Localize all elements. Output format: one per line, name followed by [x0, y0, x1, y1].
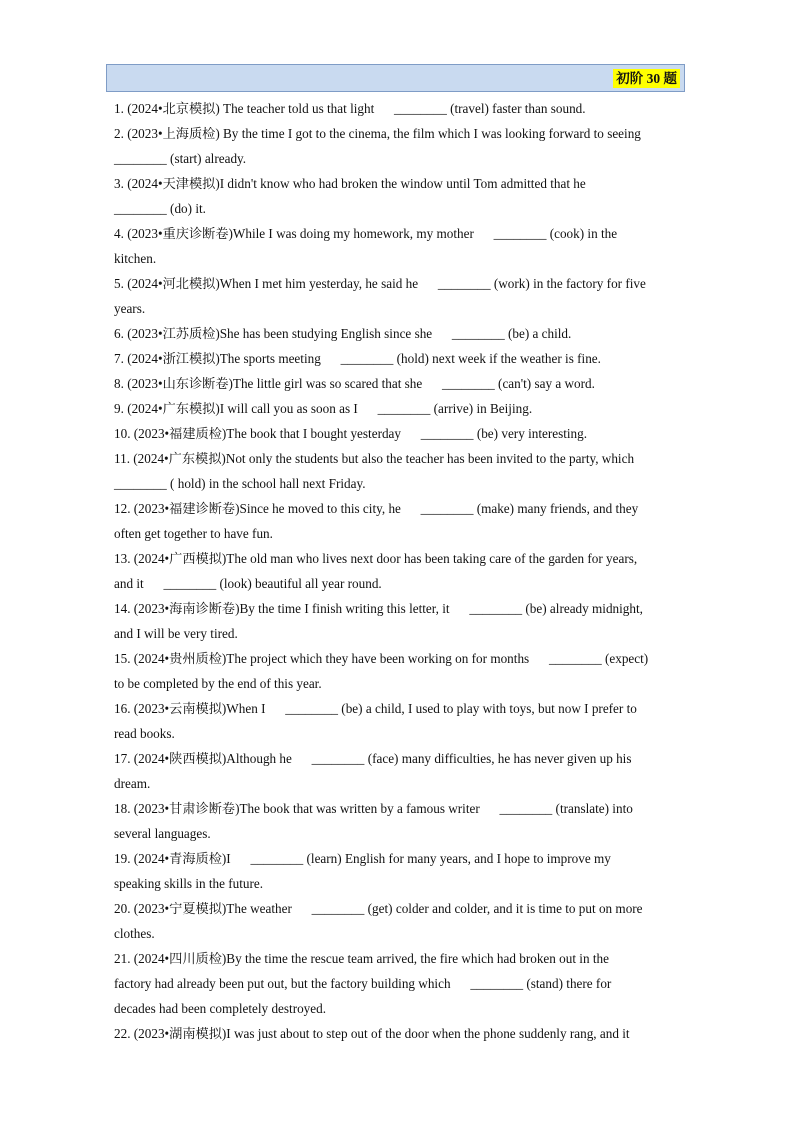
question-item [114, 221, 689, 271]
question-text: 10. (2023•福建质检)The book that I bought yesterday ________ (be) very interesting. [114, 426, 588, 441]
question-text-continued: several languages. [114, 826, 211, 841]
question-item [114, 546, 689, 596]
question-text: 3. (2024•天津模拟)I didn't know who had broken the window until Tom admitted that he [114, 176, 586, 191]
question-text-continued: years. [114, 301, 146, 316]
question-text: 9. (2024•广东模拟)I will call you as soon as I ________ (arrive) in Beijing. [114, 401, 533, 416]
question-text-continued: ________ (do) it. [114, 201, 206, 216]
question-item [114, 1021, 689, 1046]
question-item [114, 846, 689, 896]
question-text: 2. (2023•上海质检) By the time I got to the cinema, the film which I was looking forward to seeing [114, 126, 641, 141]
question-text: 19. (2024•青海质检)I ________ (learn) English for many years, and I hope to improve my [114, 851, 611, 866]
question-text: 16. (2023•云南模拟)When I ________ (be) a child, I used to play with toys, but now I prefer to [114, 701, 637, 716]
question-text-continued: ________ (start) already. [114, 151, 247, 166]
question-item [114, 396, 689, 421]
question-item [114, 596, 689, 646]
question-text: 6. (2023•江苏质检)She has been studying English since she ________ (be) a child. [114, 326, 572, 341]
question-text: 4. (2023•重庆诊断卷)While I was doing my homework, my mother ________ (cook) in the [114, 226, 618, 241]
question-text-continued: decades had been completely destroyed. [114, 1001, 327, 1016]
question-text: 5. (2024•河北模拟)When I met him yesterday, he said he ________ (work) in the factory for five [114, 276, 646, 291]
question-text-continued: kitchen. [114, 251, 157, 266]
question-text: 22. (2023•湖南模拟)I was just about to step out of the door when the phone suddenly rang, and it [114, 1026, 630, 1041]
level-badge: 初阶 30 题 [613, 69, 680, 88]
question-item [114, 121, 689, 171]
question-item [114, 421, 689, 446]
question-text-continued: and I will be very tired. [114, 626, 238, 641]
question-item [114, 171, 689, 221]
question-text-continued: ________ ( hold) in the school hall next Friday. [114, 476, 366, 491]
question-item [114, 371, 689, 396]
question-item [114, 96, 689, 121]
question-item [114, 646, 689, 696]
question-item [114, 896, 689, 946]
question-text-continued: often get together to have fun. [114, 526, 273, 541]
question-text-continued: factory had already been put out, but the factory building which ________ (stand) there for [114, 976, 612, 991]
question-text: 18. (2023•甘肃诊断卷)The book that was written by a famous writer ________ (translate) into [114, 801, 633, 816]
question-text: 15. (2024•贵州质检)The project which they have been working on for months ________ (expect) [114, 651, 649, 666]
question-text: 8. (2023•山东诊断卷)The little girl was so scared that she ________ (can't) say a word. [114, 376, 595, 391]
question-text: 17. (2024•陕西模拟)Although he ________ (face) many difficulties, he has never given up his [114, 751, 632, 766]
question-text: 13. (2024•广西模拟)The old man who lives next door has been taking care of the garden for years, [114, 551, 638, 566]
question-item [114, 446, 689, 496]
question-item [114, 321, 689, 346]
question-text: 11. (2024•广东模拟)Not only the students but also the teacher has been invited to the party, which [114, 451, 635, 466]
question-text: 21. (2024•四川质检)By the time the rescue team arrived, the fire which had broken out in the [114, 951, 609, 966]
question-text: 20. (2023•宁夏模拟)The weather ________ (get) colder and colder, and it is time to put on more [114, 901, 643, 916]
question-text-continued: read books. [114, 726, 175, 741]
question-item [114, 746, 689, 796]
question-text: 12. (2023•福建诊断卷)Since he moved to this city, he ________ (make) many friends, and they [114, 501, 639, 516]
question-text-continued: dream. [114, 776, 151, 791]
question-item [114, 346, 689, 371]
question-item [114, 696, 689, 746]
question-item [114, 796, 689, 846]
question-text-continued: to be completed by the end of this year. [114, 676, 322, 691]
question-item [114, 946, 689, 1021]
section-header-bar [106, 64, 685, 92]
question-item [114, 496, 689, 546]
question-text: 1. (2024•北京模拟) The teacher told us that light ________ (travel) faster than sound. [114, 101, 586, 116]
question-list [114, 96, 689, 1046]
question-text-continued: and it ________ (look) beautiful all year round. [114, 576, 382, 591]
question-text-continued: clothes. [114, 926, 155, 941]
question-text-continued: speaking skills in the future. [114, 876, 264, 891]
question-item [114, 271, 689, 321]
question-text: 7. (2024•浙江模拟)The sports meeting ________ (hold) next week if the weather is fine. [114, 351, 601, 366]
question-text: 14. (2023•海南诊断卷)By the time I finish writing this letter, it ________ (be) already midnight, [114, 601, 643, 616]
